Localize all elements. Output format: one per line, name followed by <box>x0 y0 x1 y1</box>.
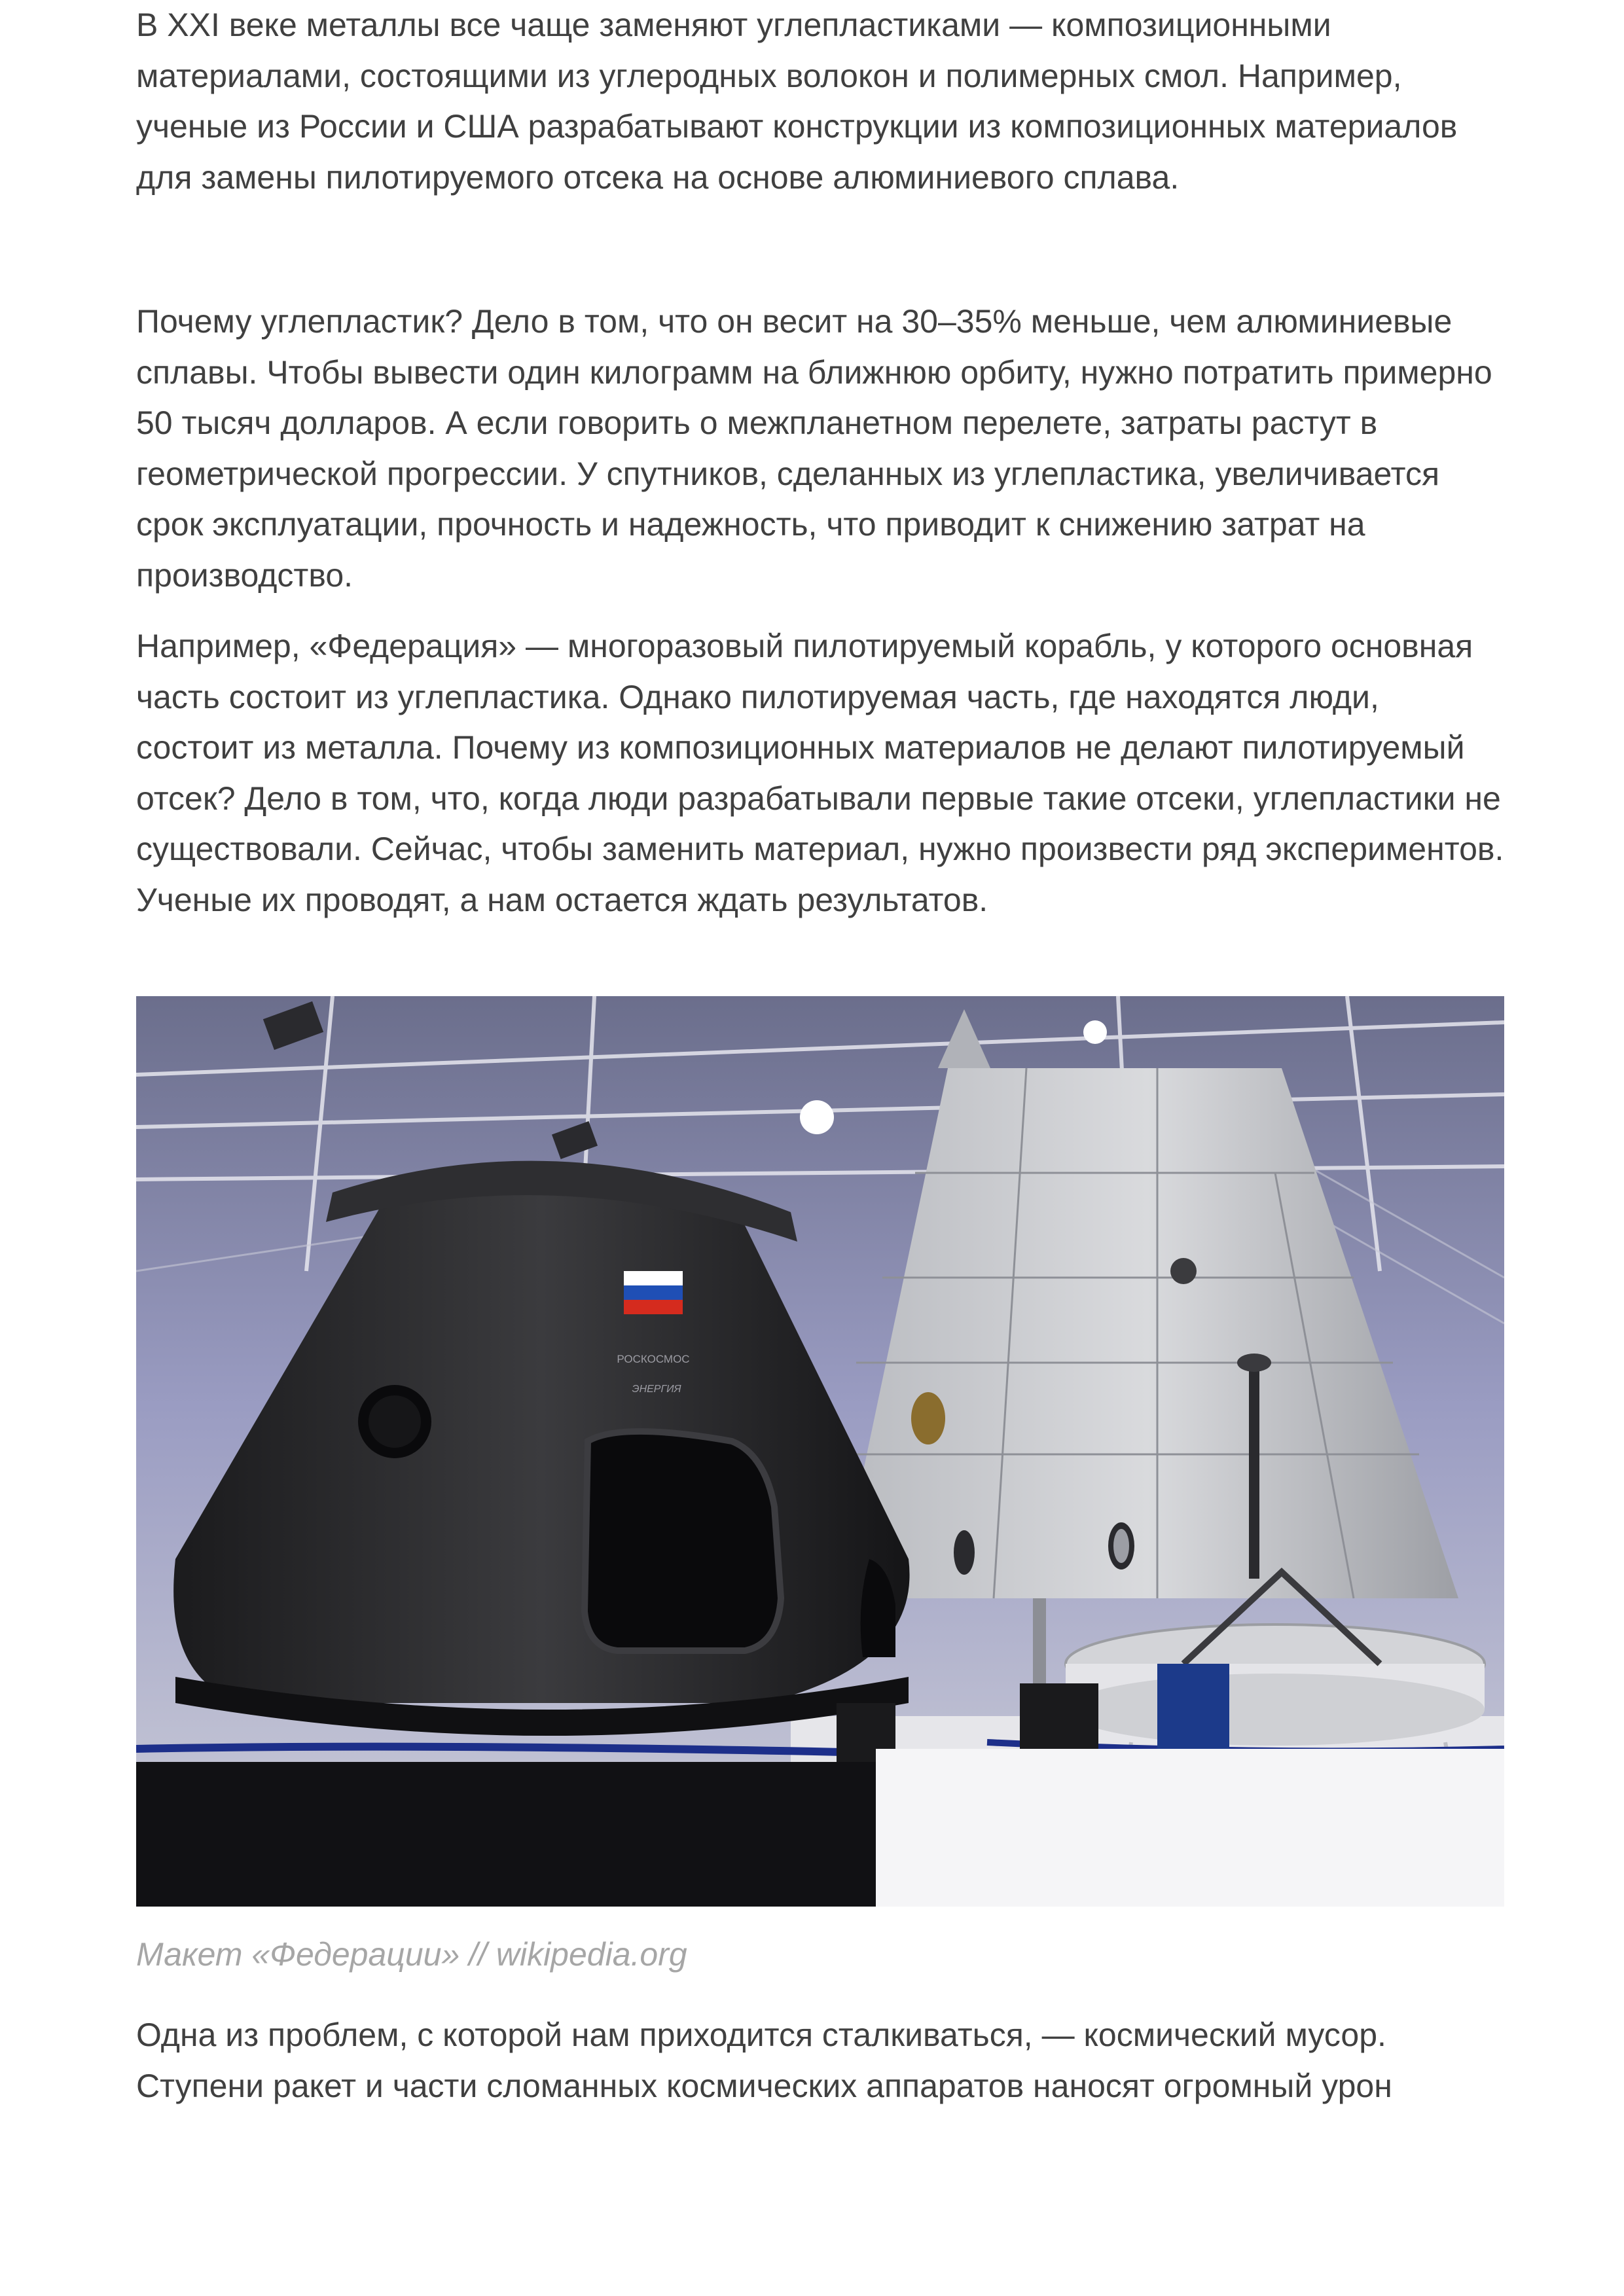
paragraph-space-debris: Одна из проблем, с которой нам приходится сталкиваться, — космический мусор. Ступени ракет и части сломанных космических аппаратов наносят огромный урон <box>136 2017 1392 2104</box>
paragraph-intro: В XXI веке металлы все чаще заменяют углепластиками — композиционными материалами, состоящими из углеродных волокон и полимерных смол. Например, ученые из России и США разрабатывают конструкции из композиционных материалов для замены пилотируемого отсека на основе алюминиевого сплава. <box>136 7 1458 196</box>
russian-flag-icon <box>624 1271 683 1314</box>
figure-caption: Макет «Федерации» // wikipedia.org <box>136 1936 687 1973</box>
federation-mockup-photo <box>136 996 1504 1907</box>
paragraph-federation: Например, «Федерация» — многоразовый пилотируемый корабль, у которого основная часть состоит из углепластика. Однако пилотируемая часть, где находятся люди, состоит из металла. Почему из композиционных материалов не делают пилотируемый отсек? Дело в том, что, когда люди разрабатывали первые такие отсеки, углепластики не существовали. Сейчас, чтобы заменить материал, нужно произвести ряд экспериментов. Ученые их проводят, а нам остается ждать результатов. <box>136 628 1504 918</box>
energia-logo-text: ЭНЕРГИЯ <box>632 1384 681 1395</box>
paragraph-why-carbon: Почему углепластик? Дело в том, что он весит на 30–35% меньше, чем алюминиевые сплавы. Чтобы вывести один килограмм на ближнюю орбиту, нужно потратить примерно 50 тысяч долларов. А если говорить о межпланетном перелете, затраты растут в геометрической прогрессии. У спутников, сделанных из углепластика, увеличивается срок эксплуатации, прочность и надежность, что приводит к снижению затрат на производство. <box>136 303 1492 594</box>
roscosmos-logo-text: РОСКОСМОС <box>617 1353 690 1365</box>
photo-illustration <box>136 996 1504 1907</box>
